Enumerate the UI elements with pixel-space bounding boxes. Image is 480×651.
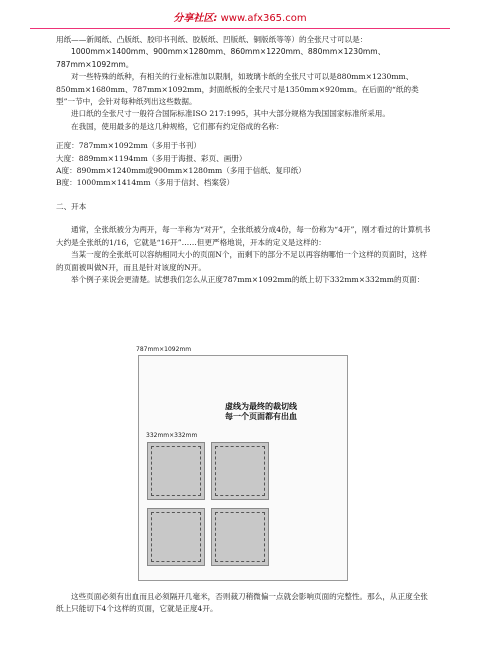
site-logo: 分享社区: [173, 13, 218, 24]
sheet-size-label: 787mm×1092mm [136, 346, 192, 353]
diagram-note-line2: 每一个页面都有出血 [225, 412, 297, 421]
site-header [0, 9, 480, 23]
paragraph-kaiben-definition: 当某一度的全张纸可以容纳相同大小的页面N个，而剩下的部分不足以再容纳哪怕一个这样的页面时，这样的页面被叫做N开，而且是针对该度的N开。 [56, 250, 427, 272]
site-url[interactable]: www.afx365.com [220, 13, 307, 24]
paragraph-paper-types: 用纸——新闻纸、凸版纸、胶印书刊纸、胶版纸、凹版纸、铜版纸等等）的全张尺寸可以是： [56, 35, 368, 44]
full-sheet [138, 355, 348, 581]
paragraph-china-usage: 在我国，使用最多的是这几种规格，它们都有约定俗成的名称： [71, 121, 284, 131]
spec-bdu: B度：1000mm×1414mm（多用于信封、档案袋） [56, 178, 235, 188]
paragraph-kaiben-intro: 通常，全张纸被分为两开，每一半称为“对开”，全张纸被分成4份，每一份称为“4开”，刚才看过的计算机书大约是全张纸的1/16，它就是“16开”……但更严格地说，开本的定义是这样的： [56, 225, 431, 247]
document-body-bottom [56, 591, 434, 616]
page-cell-top-left [147, 442, 205, 500]
page-cell-bottom-left [147, 508, 205, 566]
cutting-diagram [136, 346, 349, 582]
diagram-note-line1: 虚线为最终的裁切线 [225, 402, 297, 411]
spec-zhengdu: 正度：787mm×1092mm（多用于书刊） [56, 141, 201, 151]
document-body [56, 34, 434, 286]
page-cell-bottom-right [211, 508, 269, 566]
paragraph-imported-paper: 进口纸的全张尺寸一般符合国际标准ISO 217:1995，其中大部分规格为我国国家标准所采用。 [71, 109, 390, 119]
header-divider [30, 28, 450, 29]
paragraph-bleed-conclusion: 这些页面必须有出血而且必须隔开几毫米，否则裁刀稍微偏一点就会影响页面的完整性。那么，从正度全张纸上只能切下4个这样的页面，它就是正度4开。 [56, 592, 428, 614]
page-cell-top-right [211, 442, 269, 500]
spec-dadu: 大度：889mm×1194mm（多用于海报、彩页、画册） [56, 153, 247, 163]
paragraph-sizes-list: 1000mm×1400mm、900mm×1280mm、860mm×1220mm、880mm×1230mm、787mm×1092mm。 [56, 47, 386, 69]
spec-adu: A度：890mm×1240mm或900mm×1280mm（多用于信纸、复印纸） [56, 166, 306, 176]
paragraph-special-paper: 对一些特殊的纸种，有相关的行业标准加以限制，如玻璃卡纸的全张尺寸可以是880mm×1230mm、850mm×1680mm、787mm×1092mm，封面纸板的全张尺寸是1350mm×920mm。在后面的“纸的类型”一节中，会针对每种纸列出这些数据。 [56, 72, 419, 107]
section-heading: 二、开本 [56, 201, 87, 211]
diagram-note [201, 402, 321, 422]
page-size-label: 332mm×332mm [146, 432, 198, 439]
paragraph-example: 举个例子来说会更清楚。试想我们怎么从正度787mm×1092mm的纸上切下332mm×332mm的页面： [71, 274, 425, 284]
